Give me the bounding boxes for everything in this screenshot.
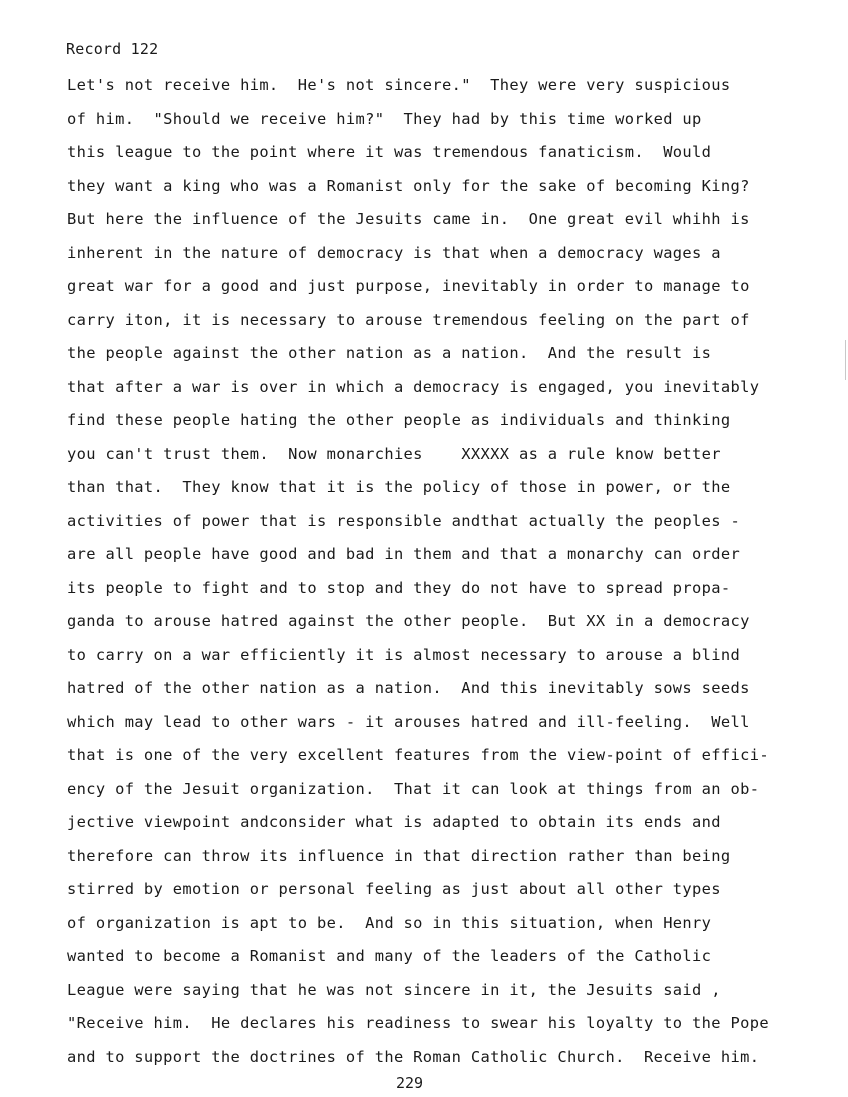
text-line: ganda to arouse hatred against the other people. But XX in a democracy <box>67 612 750 630</box>
text-line: to carry on a war efficiently it is almost necessary to arouse a blind <box>67 645 741 664</box>
text-line: of him. "Should we receive him?" They had by this time worked up <box>67 109 702 128</box>
text-line: hatred of the other nation as a nation. And this inevitably sows seeds <box>67 679 750 697</box>
text-line: that is one of the very excellent features from the view-point of effici- <box>67 746 769 764</box>
text-line: which may lead to other wars - it arouses hatred and ill-feeling. Well <box>67 712 750 731</box>
text-line: "Receive him. He declares his readiness to swear his loyalty to the Pope <box>67 1014 769 1032</box>
text-line: they want a king who was a Romanist only for the sake of becoming King? <box>67 176 750 195</box>
text-line: But here the influence of the Jesuits came in. One great evil whihh is <box>67 210 750 228</box>
text-line: Let's not receive him. He's not sincere." They were very suspicious <box>67 76 731 94</box>
text-line: find these people hating the other people as individuals and thinking <box>67 411 731 429</box>
text-line: therefore can throw its influence in that direction rather than being <box>67 846 731 865</box>
text-line: are all people have good and bad in them and that a monarchy can order <box>67 545 741 563</box>
text-line: stirred by emotion or personal feeling as just about all other types <box>67 880 721 898</box>
text-line: that after a war is over in which a democracy is engaged, you inevitably <box>67 377 760 396</box>
text-line: ency of the Jesuit organization. That it can look at things from an ob- <box>67 779 760 798</box>
text-line: carry iton, it is necessary to arouse tremendous feeling on the part of <box>67 310 750 329</box>
text-line: jective viewpoint andconsider what is adapted to obtain its ends and <box>67 813 721 831</box>
typewritten-body <box>67 73 827 1078</box>
text-line: this league to the point where it was tremendous fanaticism. Would <box>67 143 712 161</box>
text-line: activities of power that is responsible andthat actually the peoples - <box>67 511 741 530</box>
text-line: its people to fight and to stop and they do not have to spread propa- <box>67 578 731 597</box>
text-line: inherent in the nature of democracy is that when a democracy wages a <box>67 243 721 262</box>
margin-scan-mark <box>845 340 846 380</box>
text-line: League were saying that he was not sincere in it, the Jesuits said , <box>67 980 721 999</box>
record-header: Record 122 <box>66 40 159 58</box>
text-line: the people against the other nation as a nation. And the result is <box>67 344 712 362</box>
text-line: than that. They know that it is the policy of those in power, or the <box>67 478 731 496</box>
text-line: great war for a good and just purpose, inevitably in order to manage to <box>67 277 750 295</box>
page-number: 229 <box>396 1074 424 1092</box>
text-line: of organization is apt to be. And so in this situation, when Henry <box>67 913 712 932</box>
text-line: and to support the doctrines of the Roman Catholic Church. Receive him. <box>67 1047 760 1066</box>
text-line: you can't trust them. Now monarchies XXXXX as a rule know better <box>67 444 721 463</box>
text-line: wanted to become a Romanist and many of the leaders of the Catholic <box>67 947 712 965</box>
